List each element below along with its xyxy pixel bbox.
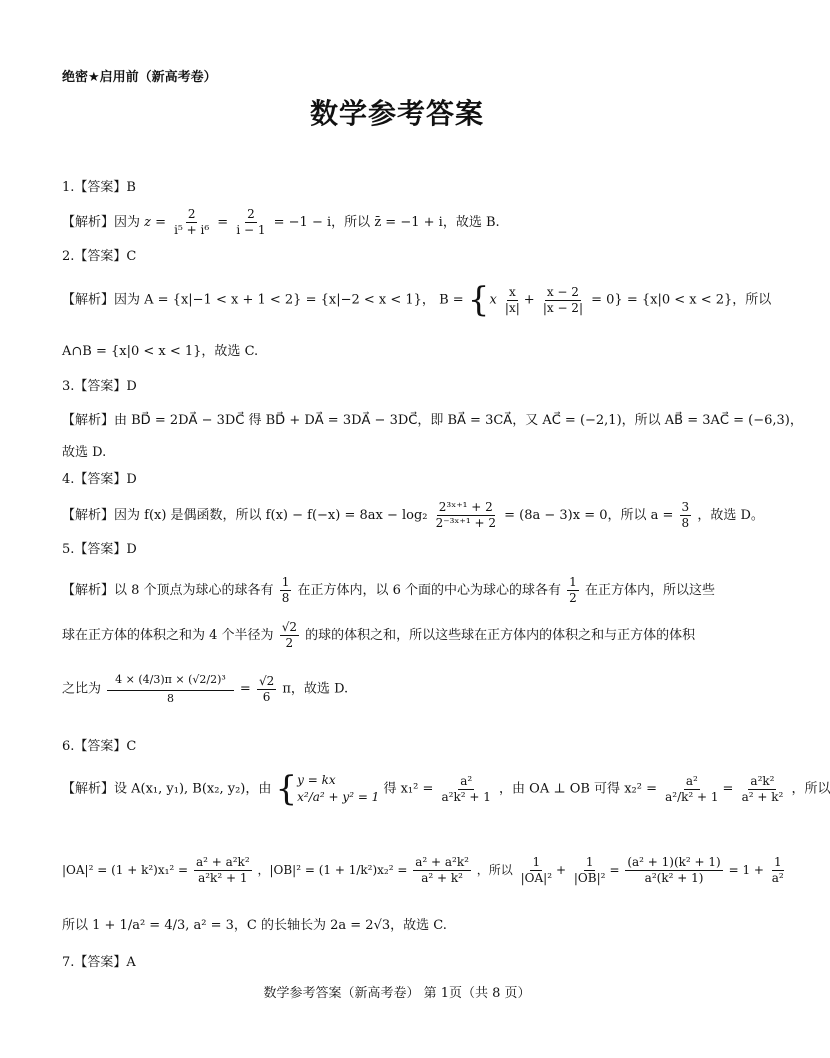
q5-explanation-line3: 之比为 $\frac{\text{4 × (4/3)π × (√2/2)³}}{8}$ = $\frac{√2}{6}$ π，故选 D. — [62, 673, 349, 705]
q1-frac1: $\frac{2}{\text{i⁵ + i⁶}}$ — [174, 207, 210, 237]
q1-answer: 1.【答案】B — [62, 180, 136, 195]
q6-explanation-line1: 【解析】设 A(x₁, y₁), B(x₂, y₂)，由 { y = kx x²/a² + y² = 1 得 x₁² = $\frac{\text{a²}}{\text{a²k² + 1}}$ ，由 OA ⊥ OB 可得 x₂² = $\frac{\text{a²}}{\text{a²/k² + 1}}$ = $\frac{\text{a²k²}}{\text{a² + k²}}$ ，所以 — [62, 769, 830, 809]
q7-answer: 7.【答案】A — [62, 955, 136, 970]
q1-explanation: 【解析】因为 z = $\frac{2}{\text{i⁵ + i⁶}}$ = $\frac{2}{i - 1}$ = −1 − i，所以 z̄ = −1 + i，故选 B. — [62, 207, 500, 237]
q5-explanation-line2: 球在正方体的体积之和为 4 个半径为 $\frac{√2}{2}$ 的球的体积之和，所以这些球在正方体内的体积之和与正方体的体积 — [62, 620, 696, 650]
q2-answer: 2.【答案】C — [62, 249, 137, 264]
q1-z: z = — [144, 215, 167, 230]
q4-explanation: 【解析】因为 f(x) 是偶函数，所以 f(x) − f(−x) = 8ax − log₂ $\frac{\text{2³ˣ⁺¹ + 2}}{\text{2⁻³ˣ⁺¹ + 2}}$ = (8a − 3)x = 0，所以 a = $\frac{3}{8}$ ，故选 D。 — [62, 500, 764, 530]
q6-explanation-line2: |OA|² = (1 + k²)x₁² = $\frac{\text{a² + a²k²}}{\text{a²k² + 1}}$ ，|OB|² = (1 + 1/k²)x₂² = $\frac{\text{a² + a²k²}}{\text{a² + k²}}$ ，所以 $\frac{1}{\text{|OA|²}}$ + $\frac{1}{\text{|OB|²}}$ = $\frac{\text{(a² + 1)(k² + 1)}}{\text{a²(k² + 1)}}$ = 1 + $\frac{1}{\text{a²}}$ — [62, 855, 784, 885]
q1-frac2: $\frac{2}{i - 1}$ — [236, 207, 266, 237]
page-footer: 数学参考答案（新高考卷） 第 1页（共 8 页） — [263, 986, 531, 1001]
q3-answer: 3.【答案】D — [62, 379, 137, 394]
q2-explanation-line2: A∩B = {x|0 < x < 1}，故选 C. — [62, 344, 259, 359]
q5-explanation-line1: 【解析】以 8 个顶点为球心的球各有 $\frac{1}{8}$ 在正方体内，以 6 个面的中心为球心的球各有 $\frac{1}{2}$ 在正方体内，所以这些 — [62, 575, 715, 605]
q3-explanation-line2: 故选 D. — [62, 445, 107, 460]
page-title: 数学参考答案 — [309, 97, 484, 130]
q6-explanation-line3: 所以 1 + 1/a² = 4/3, a² = 3，C 的长轴长为 2a = 2√3，故选 C. — [62, 918, 447, 933]
q3-explanation-line1: 【解析】由 BD⃗ = 2DA⃗ − 3DC⃗ 得 BD⃗ + DA⃗ = 3DA⃗ − 3DC⃗，即 BA⃗ = 3CA⃗，又 AC⃗ = (−2,1)，所以 AB⃗ = 3AC⃗ = (−6,3)， — [62, 413, 803, 428]
q1-prefix: 【解析】因为 — [62, 215, 141, 230]
q4-answer: 4.【答案】D — [62, 472, 137, 487]
q6-answer: 6.【答案】C — [62, 739, 137, 754]
q2-explanation-line1: 【解析】因为 A = {x|−1 < x + 1 < 2} = {x|−2 < x < 1}， B = {x $\frac{x}{|x|}$ + $\frac{x - 2}{|x - 2|}$ = 0} = {x|0 < x < 2}，所以 — [62, 280, 772, 320]
confidential-tag: 绝密★启用前（新高考卷） — [62, 70, 217, 85]
q5-answer: 5.【答案】D — [62, 542, 137, 557]
